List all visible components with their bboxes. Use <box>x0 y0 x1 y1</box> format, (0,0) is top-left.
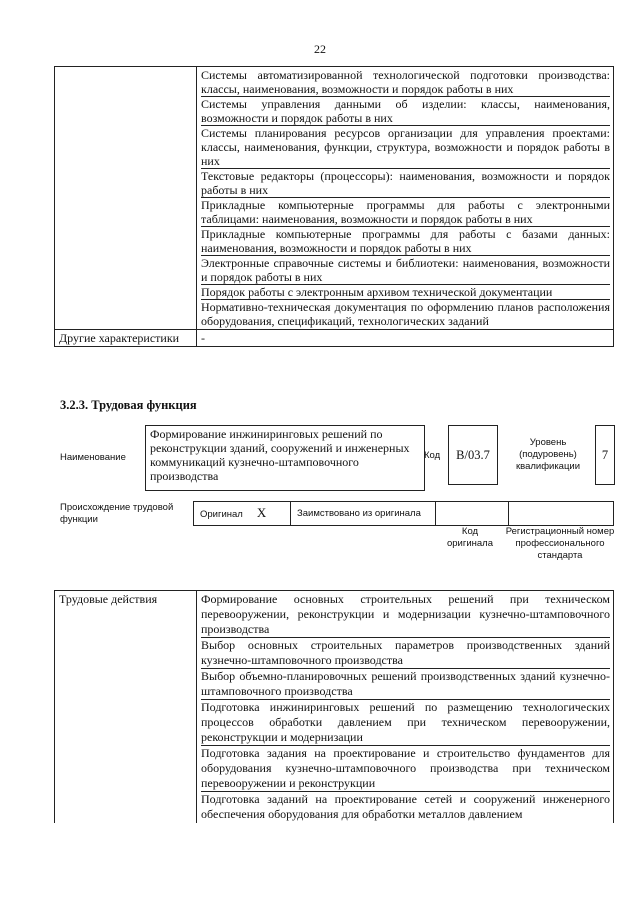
registration-number-cell <box>509 502 614 526</box>
labor-action-item: Выбор объемно-планировочных решений производственных зданий кузнечно-штамповочного производства <box>201 669 610 698</box>
function-name-label: Наименование <box>60 452 126 463</box>
original-code-cell <box>436 502 509 526</box>
knowledge-item: Порядок работы с электронным архивом технической документации <box>201 284 610 299</box>
labor-actions-items-cell <box>197 591 614 824</box>
qualification-level-label: Уровень (подуровень) квалификации <box>515 437 581 472</box>
labor-action-item: Выбор основных строительных параметров производственных зданий кузнечно-штамповочного производства <box>201 638 610 667</box>
borrowed-cell: Заимствовано из оригинала <box>291 502 436 526</box>
qualification-level: 7 <box>595 425 615 485</box>
labor-action-item: Формирование основных строительных решений при техническом перевооружении, реконструкции и модернизации кузнечно-штамповочного производства <box>201 592 610 636</box>
other-characteristics-label: Другие характеристики <box>55 330 197 347</box>
other-characteristics-value: - <box>197 330 614 347</box>
page-number: 22 <box>314 42 326 56</box>
origin-row <box>193 501 614 526</box>
original-cell <box>194 502 291 526</box>
knowledge-item: Системы планирования ресурсов организации для управления проектами: классы, наименования, функции, структура, возможности и порядок работы в них <box>201 126 610 168</box>
knowledge-item: Прикладные компьютерные программы для работы с базами данных: наименования, возможности и порядок работы в них <box>201 227 610 255</box>
original-code-caption: Код оригинала <box>446 526 493 549</box>
original-label: Оригинал <box>200 508 243 520</box>
registration-number-caption: Регистрационный номер профессионального стандарта <box>505 526 615 561</box>
code-label: Код <box>424 450 441 461</box>
origin-label: Происхождение трудовой функции <box>60 502 174 525</box>
function-code: В/03.7 <box>448 425 498 485</box>
knowledge-label-cell <box>55 67 197 330</box>
labor-action-item: Подготовка инжиниринговых решений по размещению технологических процессов обработки давлением при техническом перевооружении, реконструкции и модернизации <box>201 700 610 744</box>
knowledge-items-cell <box>197 67 614 330</box>
knowledge-item: Текстовые редакторы (процессоры): наименования, возможности и порядок работы в них <box>201 169 610 197</box>
function-name: Формирование инжиниринговых решений по реконструкции зданий, сооружений и инженерных коммуникаций кузнечно-штамповочного производства <box>145 425 425 491</box>
knowledge-item: Системы автоматизированной технологической подготовки производства: классы, наименования, возможности и порядок работы в них <box>201 68 610 96</box>
knowledge-item: Электронные справочные системы и библиотеки: наименования, возможности и порядок работы в них <box>201 256 610 284</box>
labor-action-item: Подготовка задания на проектирование и строительство фундаментов для оборудования кузнечно-штамповочного производства при техническом перевооружении и реконструкции <box>201 746 610 790</box>
knowledge-item: Прикладные компьютерные программы для работы с электронными таблицами: наименования, возможности и порядок работы в них <box>201 198 610 226</box>
original-mark: Х <box>256 504 267 520</box>
section-title: 3.2.3. Трудовая функция <box>60 398 197 412</box>
knowledge-item: Нормативно-техническая документация по оформлению планов расположения оборудования, спецификаций, технологических заданий <box>201 300 610 328</box>
knowledge-item: Системы управления данными об изделии: классы, наименования, возможности и порядок работы в них <box>201 97 610 125</box>
knowledge-table <box>54 66 614 347</box>
labor-actions-table <box>54 590 614 823</box>
labor-actions-label: Трудовые действия <box>55 591 197 824</box>
labor-action-item: Подготовка заданий на проектирование сетей и сооружений инженерного обеспечения оборудования для обработки металлов давлением <box>201 792 610 821</box>
